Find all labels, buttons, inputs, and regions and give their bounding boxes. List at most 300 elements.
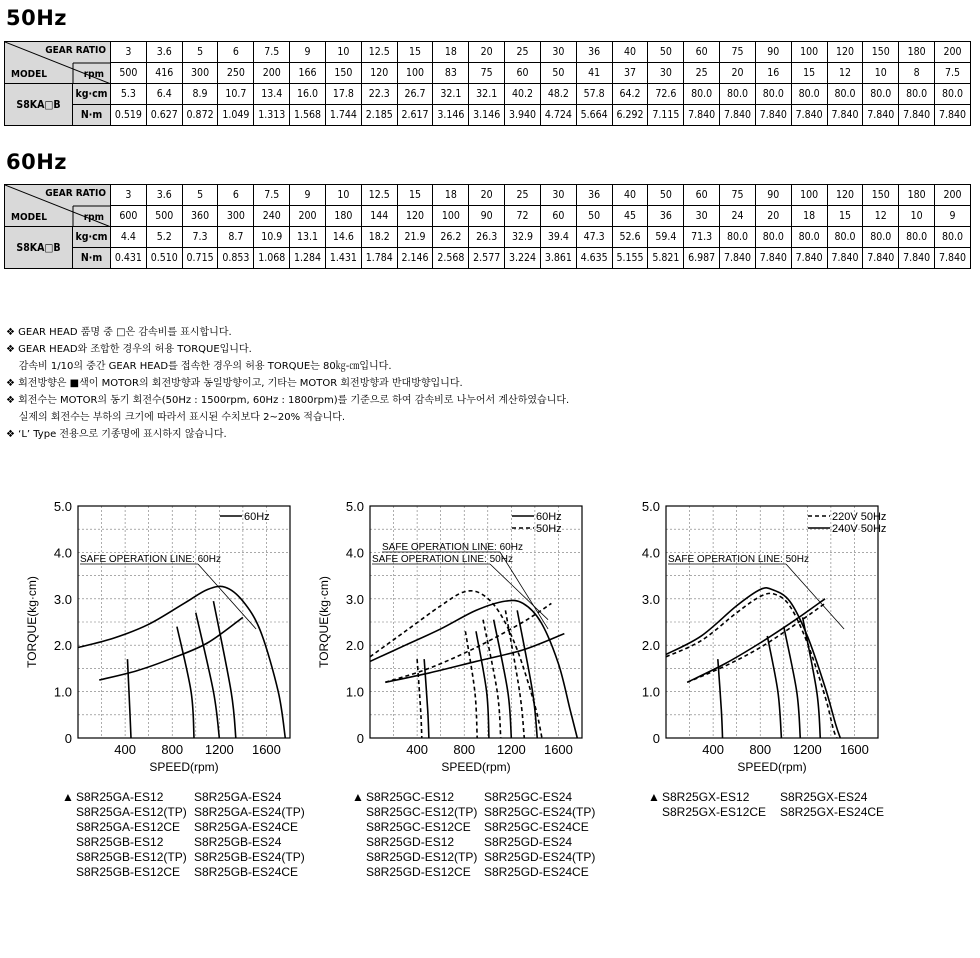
kgcm-cell: 80.0 (827, 227, 863, 248)
kgcm-cell: 8.7 (218, 227, 254, 248)
rpm-cell: 300 (182, 63, 218, 84)
series-curve-0 (666, 588, 840, 738)
x-tick-label: 1200 (496, 742, 526, 757)
model-name: S8R25GA-ES24(TP) (194, 805, 305, 819)
kgcm-cell: 48.2 (540, 84, 576, 105)
gear-ratio-cell: 9 (290, 185, 326, 206)
x-tick-label: 1200 (204, 742, 234, 757)
gear-ratio-cell: 3.6 (146, 42, 182, 63)
model-row (648, 805, 884, 820)
model-name: S8R25GA-ES24 (194, 790, 282, 804)
rpm-cell: 45 (612, 206, 648, 227)
nm-cell: 1.744 (325, 105, 361, 126)
series-curve-1 (370, 591, 542, 738)
triangle-bullet-icon (352, 865, 366, 880)
safe-operation-annotation: SAFE OPERATION LINE: 60Hz (382, 542, 523, 553)
gear-ratio-cell: 7.5 (254, 185, 290, 206)
legend-label: 60Hz (244, 511, 270, 523)
nm-cell: 4.724 (540, 105, 576, 126)
gear-ratio-cell: 25 (505, 42, 541, 63)
triangle-bullet-icon (648, 805, 662, 820)
x-tick-label: 1600 (251, 742, 281, 757)
series-curve-3 (177, 627, 194, 738)
series-curve-4 (718, 659, 723, 738)
nm-cell: 1.568 (290, 105, 326, 126)
nm-cell: 7.840 (684, 105, 720, 126)
kgcm-cell: 71.3 (684, 227, 720, 248)
rpm-cell: 12 (863, 206, 899, 227)
rpm-cell: 24 (720, 206, 756, 227)
torque-speed-chart-gx (608, 492, 888, 782)
gear-ratio-cell: 5 (182, 42, 218, 63)
nm-cell: 1.284 (290, 248, 326, 269)
rpm-cell: 500 (146, 206, 182, 227)
model-row (62, 820, 305, 835)
model-list-ga-gb (62, 790, 305, 880)
model-name: S8R25GC-ES12 (366, 790, 455, 804)
model-name: S8R25GA-ES12CE (76, 820, 181, 834)
y-tick-label: 0 (356, 731, 364, 746)
legend-label: 220V 50Hz (832, 511, 887, 523)
kgcm-cell: 5.2 (146, 227, 182, 248)
rpm-cell: 60 (540, 206, 576, 227)
rpm-cell: 25 (684, 63, 720, 84)
triangle-bullet-icon (352, 850, 366, 865)
y-tick-label: 2.0 (641, 638, 660, 654)
legend-label: 50Hz (536, 523, 562, 535)
rpm-cell: 30 (648, 63, 684, 84)
series-curve-1 (99, 617, 243, 680)
gear-ratio-cell: 180 (899, 42, 935, 63)
nm-label-cell: N·m (73, 105, 111, 126)
series-curve-5 (767, 636, 781, 738)
nm-label-cell: N·m (73, 248, 111, 269)
gear-ratio-label: GEAR RATIO (45, 45, 106, 56)
gear-ratio-cell: 180 (899, 185, 935, 206)
model-name: S8R25GD-ES12(TP) (366, 850, 478, 864)
kgcm-cell: 16.0 (290, 84, 326, 105)
model-name: S8R25GC-ES12CE (366, 820, 471, 834)
gear-ratio-cell: 50 (648, 42, 684, 63)
rpm-cell: 20 (755, 206, 791, 227)
gear-ratio-cell: 20 (469, 42, 505, 63)
y-tick-label: 5.0 (53, 499, 72, 514)
kgcm-cell: 80.0 (899, 227, 935, 248)
triangle-bullet-icon: ▲ (352, 790, 364, 804)
gear-ratio-cell: 150 (863, 185, 899, 206)
y-tick-label: 1.0 (641, 684, 660, 700)
nm-cell: 7.840 (791, 248, 827, 269)
rpm-cell: 10 (899, 206, 935, 227)
legend-label: 240V 50Hz (832, 523, 887, 535)
rpm-cell: 250 (218, 63, 254, 84)
model-name: S8R25GD-ES12 (366, 835, 455, 849)
safe-operation-annotation: SAFE OPERATION LINE: 60Hz (80, 554, 221, 565)
gear-ratio-cell: 3 (111, 42, 147, 63)
model-name: S8R25GC-ES24CE (484, 820, 589, 834)
gear-ratio-cell: 5 (182, 185, 218, 206)
model-name: S8R25GX-ES12 (662, 790, 750, 804)
gear-ratio-cell: 12.5 (361, 42, 397, 63)
y-tick-label: 3.0 (641, 591, 660, 607)
nm-cell: 7.840 (827, 248, 863, 269)
gear-ratio-cell: 60 (684, 42, 720, 63)
model-list-gc-gd (352, 790, 595, 880)
note-line: ❖ GEAR HEAD와 조합한 경우의 허용 TORQUE입니다. (6, 344, 252, 355)
torque-speed-chart-gc-gd (312, 492, 600, 782)
y-tick-label: 1.0 (53, 684, 72, 700)
kgcm-cell: 14.6 (325, 227, 361, 248)
rpm-label: rpm (83, 212, 104, 223)
kgcm-cell: 80.0 (720, 84, 756, 105)
gear-ratio-cell: 120 (827, 185, 863, 206)
nm-cell: 3.146 (433, 105, 469, 126)
nm-cell: 7.840 (755, 248, 791, 269)
nm-cell: 0.519 (111, 105, 147, 126)
model-name: S8R25GC-ES24 (484, 790, 573, 804)
x-axis-label: SPEED(rpm) (441, 760, 511, 774)
gear-ratio-cell: 200 (935, 185, 971, 206)
heading-60hz: 60Hz (6, 150, 68, 174)
series-curve-2 (687, 599, 825, 683)
nm-cell: 6.987 (684, 248, 720, 269)
triangle-bullet-icon: ▲ (648, 790, 660, 804)
kgcm-cell: 21.9 (397, 227, 433, 248)
kgcm-cell: 6.4 (146, 84, 182, 105)
model-row (352, 790, 595, 805)
rpm-cell: 8 (899, 63, 935, 84)
nm-cell: 7.840 (935, 105, 971, 126)
nm-cell: 1.784 (361, 248, 397, 269)
gear-ratio-cell: 20 (469, 185, 505, 206)
gear-ratio-cell: 18 (433, 185, 469, 206)
kgcm-cell: 13.1 (290, 227, 326, 248)
gear-ratio-cell: 50 (648, 185, 684, 206)
rpm-cell: 20 (720, 63, 756, 84)
rpm-cell: 50 (540, 63, 576, 84)
kgcm-label-cell: kg·cm (73, 84, 111, 105)
gear-ratio-cell: 60 (684, 185, 720, 206)
rpm-cell: 300 (218, 206, 254, 227)
series-curve-2 (127, 659, 131, 738)
gear-ratio-cell: 3.6 (146, 185, 182, 206)
corner-header (5, 42, 111, 84)
y-tick-label: 4.0 (53, 545, 72, 561)
model-name-cell: S8KA□B (5, 227, 73, 269)
rpm-cell: 60 (505, 63, 541, 84)
triangle-bullet-icon (62, 850, 76, 865)
x-axis-label: SPEED(rpm) (149, 760, 219, 774)
annotation-leader (786, 564, 844, 629)
model-name: S8R25GD-ES24 (484, 835, 573, 849)
triangle-bullet-icon (352, 805, 366, 820)
note-line: ❖ 회전수는 MOTOR의 동기 회전수(50Hz : 1500rpm, 60Hz : 1800rpm)를 기준으로 하여 감속비로 나누어서 계산하였습니다. (6, 395, 570, 406)
y-tick-label: 5.0 (345, 499, 364, 514)
nm-cell: 5.664 (576, 105, 612, 126)
kgcm-cell: 39.4 (540, 227, 576, 248)
model-name: S8R25GB-ES12 (76, 835, 164, 849)
gear-ratio-cell: 6 (218, 185, 254, 206)
nm-cell: 3.146 (469, 105, 505, 126)
y-tick-label: 0 (64, 731, 72, 746)
series-curve-4 (424, 659, 429, 738)
legend-label: 60Hz (536, 511, 562, 523)
x-tick-label: 1600 (839, 742, 869, 757)
rpm-cell: 15 (827, 206, 863, 227)
nm-cell: 7.840 (863, 248, 899, 269)
nm-cell: 5.155 (612, 248, 648, 269)
model-name: S8R25GD-ES24(TP) (484, 850, 596, 864)
model-name: S8R25GB-ES12(TP) (76, 850, 187, 864)
series-curve-7 (803, 617, 821, 738)
nm-cell: 2.617 (397, 105, 433, 126)
model-label: MODEL (11, 212, 47, 223)
gear-ratio-cell: 75 (720, 185, 756, 206)
rpm-cell: 180 (325, 206, 361, 227)
rpm-cell: 72 (505, 206, 541, 227)
rpm-cell: 144 (361, 206, 397, 227)
kgcm-cell: 80.0 (791, 84, 827, 105)
kgcm-cell: 52.6 (612, 227, 648, 248)
model-row (352, 865, 595, 880)
x-tick-label: 1200 (792, 742, 822, 757)
corner-header (5, 185, 111, 227)
gear-ratio-cell: 100 (791, 42, 827, 63)
gear-ratio-cell: 90 (755, 185, 791, 206)
series-curve-0 (78, 586, 285, 738)
y-tick-label: 0 (652, 731, 660, 746)
triangle-bullet-icon (62, 820, 76, 835)
rpm-cell: 240 (254, 206, 290, 227)
nm-cell: 3.224 (505, 248, 541, 269)
model-name: S8R25GA-ES12(TP) (76, 805, 187, 819)
gear-ratio-cell: 30 (540, 42, 576, 63)
kgcm-cell: 17.8 (325, 84, 361, 105)
nm-cell: 1.431 (325, 248, 361, 269)
nm-cell: 0.872 (182, 105, 218, 126)
nm-cell: 7.840 (899, 248, 935, 269)
y-tick-label: 5.0 (641, 499, 660, 514)
nm-cell: 0.715 (182, 248, 218, 269)
kgcm-cell: 64.2 (612, 84, 648, 105)
kgcm-cell: 80.0 (755, 227, 791, 248)
model-list-gx (648, 790, 884, 820)
nm-cell: 5.821 (648, 248, 684, 269)
triangle-bullet-icon: ▲ (62, 790, 74, 804)
gear-ratio-cell: 40 (612, 185, 648, 206)
rpm-cell: 12 (827, 63, 863, 84)
kgcm-cell: 8.9 (182, 84, 218, 105)
nm-cell: 7.840 (720, 105, 756, 126)
triangle-bullet-icon (352, 820, 366, 835)
gear-ratio-cell: 36 (576, 185, 612, 206)
rpm-cell: 50 (576, 206, 612, 227)
model-name: S8R25GD-ES12CE (366, 865, 471, 879)
y-axis-label: TORQUE(kg·cm) (25, 576, 39, 668)
gear-ratio-cell: 7.5 (254, 42, 290, 63)
rpm-cell: 200 (254, 63, 290, 84)
nm-cell: 2.146 (397, 248, 433, 269)
model-name: S8R25GX-ES24 (780, 790, 868, 804)
rpm-cell: 30 (684, 206, 720, 227)
nm-cell: 7.840 (791, 105, 827, 126)
rpm-cell: 10 (863, 63, 899, 84)
gear-ratio-cell: 6 (218, 42, 254, 63)
nm-cell: 7.115 (648, 105, 684, 126)
series-curve-4 (196, 613, 220, 738)
kgcm-cell: 10.7 (218, 84, 254, 105)
model-row (62, 790, 305, 805)
nm-cell: 1.313 (254, 105, 290, 126)
note-line: ❖ 회전방향은 ■색이 MOTOR의 회전방향과 동일방향이고, 기타는 MOTOR 회전방향과 반대방향입니다. (6, 378, 463, 389)
gear-ratio-cell: 10 (325, 185, 361, 206)
kgcm-label-cell: kg·cm (73, 227, 111, 248)
y-tick-label: 1.0 (345, 684, 364, 700)
kgcm-cell: 4.4 (111, 227, 147, 248)
nm-cell: 3.861 (540, 248, 576, 269)
rpm-cell: 36 (648, 206, 684, 227)
triangle-bullet-icon (62, 835, 76, 850)
x-tick-label: 800 (161, 742, 184, 757)
kgcm-cell: 32.1 (469, 84, 505, 105)
nm-cell: 7.840 (827, 105, 863, 126)
model-row (62, 805, 305, 820)
gear-ratio-cell: 12.5 (361, 185, 397, 206)
kgcm-cell: 80.0 (791, 227, 827, 248)
kgcm-cell: 7.3 (182, 227, 218, 248)
gear-ratio-cell: 25 (505, 185, 541, 206)
gear-ratio-cell: 18 (433, 42, 469, 63)
triangle-bullet-icon (62, 805, 76, 820)
model-name: S8R25GC-ES12(TP) (366, 805, 478, 819)
kgcm-cell: 32.1 (433, 84, 469, 105)
nm-cell: 6.292 (612, 105, 648, 126)
rpm-cell: 166 (290, 63, 326, 84)
kgcm-cell: 47.3 (576, 227, 612, 248)
rpm-cell: 18 (791, 206, 827, 227)
safe-operation-annotation: SAFE OPERATION LINE: 50Hz (372, 554, 513, 565)
kgcm-cell: 57.8 (576, 84, 612, 105)
gear-ratio-cell: 36 (576, 42, 612, 63)
gear-ratio-cell: 150 (863, 42, 899, 63)
gear-ratio-cell: 200 (935, 42, 971, 63)
series-curve-2 (385, 634, 564, 683)
model-row (352, 820, 595, 835)
y-tick-label: 2.0 (53, 638, 72, 654)
note-line: ❖ ‘L’ Type 전용으로 기종명에 표시하지 않습니다. (6, 429, 227, 440)
model-row (352, 805, 595, 820)
kgcm-cell: 80.0 (935, 84, 971, 105)
rpm-cell: 360 (182, 206, 218, 227)
nm-cell: 1.068 (254, 248, 290, 269)
rpm-cell: 500 (111, 63, 147, 84)
model-name: S8R25GB-ES24(TP) (194, 850, 305, 864)
note-line: 실제의 회전수는 부하의 크기에 따라서 표시된 수치보다 2~20% 적습니다. (6, 412, 346, 423)
nm-cell: 7.840 (720, 248, 756, 269)
rpm-cell: 37 (612, 63, 648, 84)
kgcm-cell: 80.0 (935, 227, 971, 248)
model-row (352, 835, 595, 850)
y-tick-label: 3.0 (345, 591, 364, 607)
y-tick-label: 4.0 (641, 545, 660, 561)
model-name: S8R25GC-ES24(TP) (484, 805, 596, 819)
model-row (352, 850, 595, 865)
kgcm-cell: 80.0 (899, 84, 935, 105)
rpm-cell: 16 (755, 63, 791, 84)
series-curve-3 (687, 603, 825, 682)
rpm-cell: 75 (469, 63, 505, 84)
nm-cell: 0.853 (218, 248, 254, 269)
rpm-cell: 200 (290, 206, 326, 227)
nm-cell: 1.049 (218, 105, 254, 126)
nm-cell: 2.577 (469, 248, 505, 269)
series-curve-0 (370, 600, 577, 738)
rpm-cell: 120 (361, 63, 397, 84)
x-tick-label: 1600 (543, 742, 573, 757)
rpm-cell: 83 (433, 63, 469, 84)
note-line: 감속비 1/10의 중간 GEAR HEAD를 접속한 경우의 허용 TORQUE는 80㎏-㎝입니다. (6, 361, 392, 372)
gear-ratio-label: GEAR RATIO (45, 188, 106, 199)
kgcm-cell: 22.3 (361, 84, 397, 105)
torque-speed-chart-ga-gb (20, 492, 300, 782)
notes-list (6, 324, 569, 443)
kgcm-cell: 26.7 (397, 84, 433, 105)
nm-cell: 3.940 (505, 105, 541, 126)
model-name: S8R25GX-ES12CE (662, 805, 767, 819)
spec-table-60hz (4, 184, 971, 269)
gear-ratio-cell: 120 (827, 42, 863, 63)
gear-ratio-cell: 3 (111, 185, 147, 206)
triangle-bullet-icon (62, 865, 76, 880)
nm-cell: 7.840 (755, 105, 791, 126)
series-curve-1 (666, 593, 837, 738)
note-line: ❖ GEAR HEAD 품명 중 □은 감속비를 표시합니다. (6, 327, 232, 338)
rpm-cell: 90 (469, 206, 505, 227)
gear-ratio-cell: 100 (791, 185, 827, 206)
gear-ratio-cell: 10 (325, 42, 361, 63)
kgcm-cell: 40.2 (505, 84, 541, 105)
rpm-cell: 100 (397, 63, 433, 84)
model-name: S8R25GD-ES24CE (484, 865, 589, 879)
nm-cell: 7.840 (899, 105, 935, 126)
kgcm-cell: 5.3 (111, 84, 147, 105)
model-row (62, 835, 305, 850)
rpm-cell: 9 (935, 206, 971, 227)
kgcm-cell: 59.4 (648, 227, 684, 248)
x-tick-label: 400 (406, 742, 428, 757)
series-curve-10 (517, 610, 537, 738)
model-name: S8R25GB-ES12CE (76, 865, 181, 879)
kgcm-cell: 80.0 (863, 227, 899, 248)
model-name: S8R25GA-ES24CE (194, 820, 299, 834)
kgcm-cell: 10.9 (254, 227, 290, 248)
kgcm-cell: 26.3 (469, 227, 505, 248)
y-tick-label: 3.0 (53, 591, 72, 607)
model-row (62, 865, 305, 880)
y-axis-label: TORQUE(kg·cm) (317, 576, 331, 668)
rpm-cell: 41 (576, 63, 612, 84)
rpm-cell: 7.5 (935, 63, 971, 84)
annotation-leader (198, 564, 256, 629)
nm-cell: 2.185 (361, 105, 397, 126)
gear-ratio-cell: 75 (720, 42, 756, 63)
kgcm-cell: 72.6 (648, 84, 684, 105)
y-tick-label: 4.0 (345, 545, 364, 561)
series-curve-7 (465, 631, 477, 738)
rpm-cell: 600 (111, 206, 147, 227)
rpm-cell: 100 (433, 206, 469, 227)
gear-ratio-cell: 15 (397, 185, 433, 206)
